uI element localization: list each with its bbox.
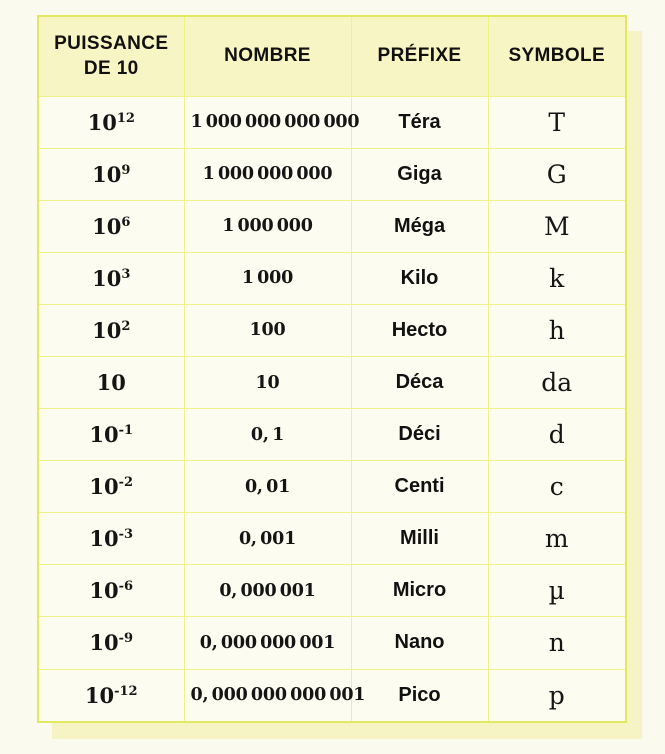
prefix-cell: Centi — [351, 461, 488, 513]
symbol-cell: c — [488, 461, 626, 513]
number-cell: 0, 01 — [184, 461, 351, 513]
prefix-cell: Milli — [351, 513, 488, 565]
header-row — [38, 16, 626, 96]
header-symbol: SYMBOLE — [488, 16, 626, 96]
power-base: 10 — [89, 630, 119, 656]
number-cell: 1 000 — [184, 252, 351, 304]
symbol-cell: p — [488, 669, 626, 722]
prefix-cell: Giga — [351, 148, 488, 200]
power-base: 10 — [89, 422, 119, 448]
table-row — [38, 461, 626, 513]
table-row — [38, 200, 626, 252]
prefix-cell: Nano — [351, 617, 488, 669]
power-cell — [38, 252, 184, 304]
power-exponent: 6 — [121, 214, 131, 230]
table-row — [38, 617, 626, 669]
header-power-of-10: PUISSANCE DE 10 — [38, 16, 184, 96]
table-row — [38, 513, 626, 565]
number-cell: 0, 000 000 001 — [184, 617, 351, 669]
symbol-cell: k — [488, 252, 626, 304]
power-base: 10 — [84, 682, 115, 708]
table-body — [38, 96, 626, 722]
power-exponent: 12 — [116, 110, 135, 126]
power-base: 10 — [92, 161, 122, 187]
power-exponent: -2 — [118, 475, 134, 491]
power-cell — [38, 669, 184, 722]
table-row — [38, 148, 626, 200]
power-base: 10 — [89, 526, 119, 552]
symbol-cell: da — [488, 356, 626, 408]
table-row — [38, 96, 626, 148]
power-exponent: 3 — [121, 266, 131, 282]
symbol-cell: T — [488, 96, 626, 148]
power-base: 10 — [92, 213, 122, 239]
number-cell: 1 000 000 000 — [184, 148, 351, 200]
power-base: 10 — [96, 370, 126, 396]
power-exponent: -6 — [118, 579, 134, 595]
number-cell: 0, 1 — [184, 409, 351, 461]
power-cell — [38, 513, 184, 565]
symbol-cell: n — [488, 617, 626, 669]
prefix-cell: Méga — [351, 200, 488, 252]
power-cell — [38, 148, 184, 200]
prefix-cell: Déci — [351, 409, 488, 461]
power-exponent: -3 — [118, 527, 134, 543]
powers-of-ten-table — [37, 15, 627, 723]
prefix-cell: Pico — [351, 669, 488, 722]
number-cell: 10 — [184, 356, 351, 408]
power-exponent: 9 — [121, 162, 131, 178]
power-cell — [38, 200, 184, 252]
power-exponent: -1 — [118, 423, 134, 439]
header-prefix: PRÉFIXE — [351, 16, 488, 96]
table-row — [38, 409, 626, 461]
power-base: 10 — [89, 474, 119, 500]
symbol-cell: h — [488, 304, 626, 356]
table-header — [38, 16, 626, 96]
power-cell — [38, 356, 184, 408]
power-cell — [38, 461, 184, 513]
prefix-cell: Déca — [351, 356, 488, 408]
number-cell: 0, 001 — [184, 513, 351, 565]
symbol-cell: G — [488, 148, 626, 200]
power-base: 10 — [92, 317, 122, 343]
power-exponent: -9 — [118, 631, 134, 647]
table-row — [38, 356, 626, 408]
symbol-cell: µ — [488, 565, 626, 617]
power-exponent: -12 — [114, 683, 138, 699]
power-base: 10 — [89, 578, 119, 604]
table-row — [38, 252, 626, 304]
symbol-cell: m — [488, 513, 626, 565]
table-row — [38, 669, 626, 722]
table-row — [38, 304, 626, 356]
power-cell — [38, 409, 184, 461]
number-cell: 0, 000 000 000 001 — [184, 669, 351, 722]
prefix-cell: Hecto — [351, 304, 488, 356]
number-cell: 0, 000 001 — [184, 565, 351, 617]
symbol-cell: M — [488, 200, 626, 252]
prefix-cell: Kilo — [351, 252, 488, 304]
power-cell — [38, 304, 184, 356]
table-row — [38, 565, 626, 617]
power-base: 10 — [92, 265, 122, 291]
header-number: NOMBRE — [184, 16, 351, 96]
power-exponent: 2 — [121, 318, 131, 334]
power-cell — [38, 565, 184, 617]
symbol-cell: d — [488, 409, 626, 461]
power-base: 10 — [87, 109, 117, 135]
prefix-cell: Téra — [351, 96, 488, 148]
prefix-cell: Micro — [351, 565, 488, 617]
power-cell — [38, 96, 184, 148]
number-cell: 100 — [184, 304, 351, 356]
number-cell: 1 000 000 000 000 — [184, 96, 351, 148]
number-cell: 1 000 000 — [184, 200, 351, 252]
power-cell — [38, 617, 184, 669]
